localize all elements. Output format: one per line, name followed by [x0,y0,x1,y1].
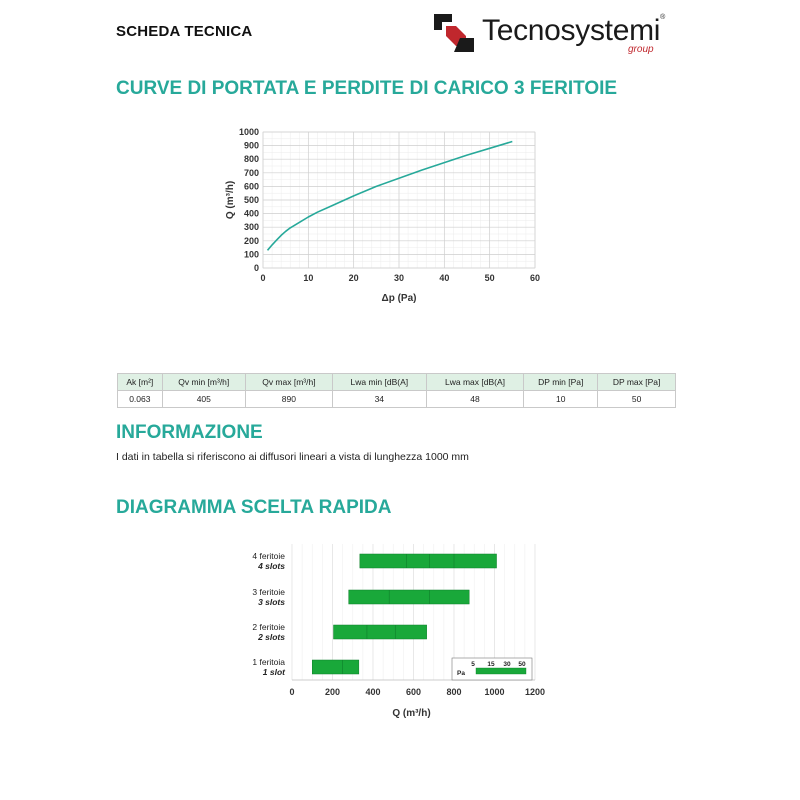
category-sublabel: 2 slots [258,632,285,642]
category-sublabel: 1 slot [262,667,285,677]
legend-value: 50 [518,661,526,668]
table-cell: 34 [332,391,426,408]
y-axis-label: Q (m³/h) [225,180,236,220]
y-tick-label: 800 [243,154,259,165]
category-label: 4 feritoie [252,551,285,561]
y-tick-label: 700 [243,167,259,178]
x-tick-label: 0 [260,273,266,283]
document-label: SCHEDA TECNICA [116,23,253,40]
quick-selection-chart [240,540,570,725]
x-tick-label: 40 [439,273,450,283]
table-header-cell: Qv min [m³/h] [162,374,245,391]
x-tick-label: 60 [529,273,541,283]
table-cell: 0.063 [118,391,163,408]
x-tick-label: 10 [303,273,314,283]
category-sublabel: 3 slots [258,597,285,607]
y-tick-label: 300 [243,222,259,233]
category-label: 1 feritoia [252,657,285,667]
category-label: 2 feritoie [252,622,285,632]
info-section-title: INFORMAZIONE [116,422,263,443]
spec-table-header-row [118,374,676,391]
x-axis-label: Q (m³/h) [392,708,431,719]
logo-mark-icon [432,12,478,52]
y-tick-label: 900 [243,140,259,151]
x-tick-label: 30 [393,273,405,283]
curves-section-title: CURVE DI PORTATA E PERDITE DI CARICO 3 FERITOIE [116,78,618,99]
table-cell: 48 [426,391,524,408]
y-tick-label: 500 [243,195,259,205]
legend-value: 30 [503,661,511,668]
y-tick-label: 0 [253,263,259,273]
legend-unit: Pa [457,670,465,677]
x-tick-label: 50 [484,273,495,283]
x-tick-label: 0 [289,687,295,697]
table-row [118,391,676,408]
y-tick-label: 200 [243,235,259,246]
spec-table [117,373,676,408]
y-tick-label: 600 [243,181,259,192]
y-tick-label: 1000 [238,127,259,137]
category-sublabel: 4 slots [258,561,285,571]
table-cell: 50 [598,391,676,408]
table-header-cell: Qv max [m³/h] [245,374,332,391]
table-cell: 890 [245,391,332,408]
range-bar [334,625,427,639]
y-tick-label: 400 [243,208,259,219]
legend-value: 5 [471,661,475,668]
x-tick-label: 400 [365,687,381,697]
range-bar [312,660,359,674]
range-bar [360,554,497,568]
x-tick-label: 800 [446,687,462,697]
info-text: I dati in tabella si riferiscono ai diffusori lineari a vista di lunghezza 1000 mm [116,451,469,463]
range-bar [349,590,469,604]
table-header-cell: Lwa min [dB(A] [332,374,426,391]
table-header-cell: DP max [Pa] [598,374,676,391]
diagram-section-title: DIAGRAMMA SCELTA RAPIDA [116,497,392,518]
x-tick-label: 1200 [524,687,546,697]
legend-value: 15 [487,661,495,668]
flow-pressure-chart [215,118,560,313]
table-header-cell: Ak [m²] [118,374,163,391]
x-axis-label: Δp (Pa) [381,293,417,304]
logo-group-label: group [628,44,654,55]
legend-bar [476,668,526,674]
table-cell: 405 [162,391,245,408]
table-cell: 10 [524,391,598,408]
x-tick-label: 20 [348,273,359,283]
category-label: 3 feritoie [252,587,285,597]
x-tick-label: 1000 [484,687,505,697]
company-logo [432,10,682,56]
table-header-cell: Lwa max [dB(A] [426,374,524,391]
table-header-cell: DP min [Pa] [524,374,598,391]
x-tick-label: 200 [324,687,341,697]
y-tick-label: 100 [243,249,259,260]
x-tick-label: 600 [405,687,422,697]
logo-wordmark: Tecnosystemi® [482,14,665,47]
